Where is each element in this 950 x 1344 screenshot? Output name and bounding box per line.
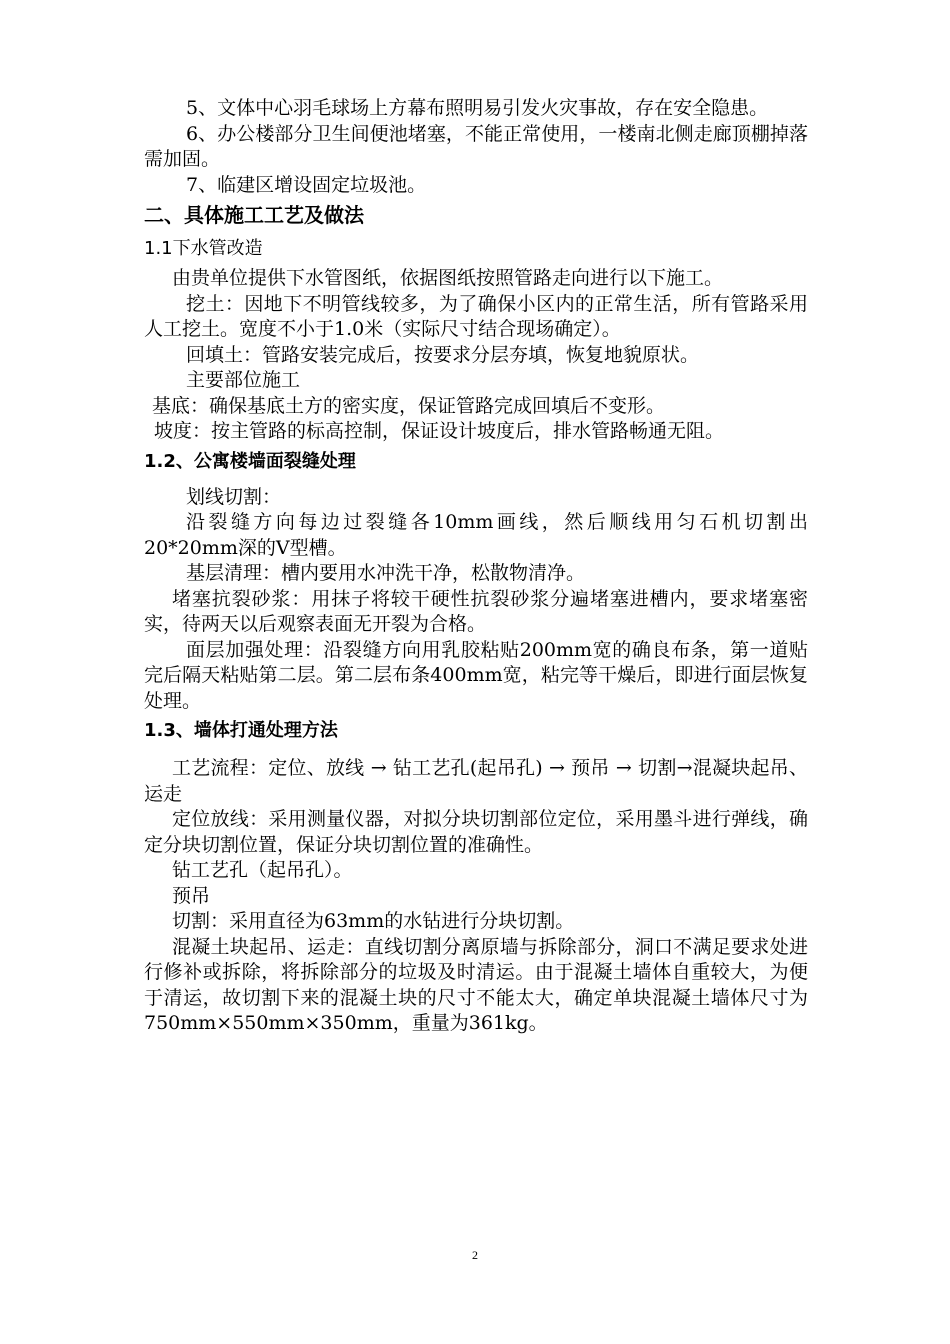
position-paragraph: 定位放线：采用测量仪器，对拟分块切割部位定位，采用墨斗进行弹线，确定分块切割位置，保证分块切割位置的准确性。 <box>144 808 808 856</box>
subsection-heading-1-2: 1.2、公寓楼墙面裂缝处理 <box>144 450 356 472</box>
flow-paragraph: 工艺流程：定位、放线 → 钻工艺孔(起吊孔) → 预吊 → 切割→混凝块起吊、运走 <box>144 757 808 805</box>
section-heading-2: 二、具体施工工艺及做法 <box>144 203 364 227</box>
cut-paragraph: 沿裂缝方向每边过裂缝各10mm画线，然后顺线用匀石机切割出20*20mm深的V型槽。 <box>144 511 808 559</box>
subsection-heading-1-1: 1.1下水管改造 <box>144 238 263 259</box>
item-7: 7、临建区增设固定垃圾池。 <box>186 173 427 196</box>
slope-paragraph: 坡度：按主管路的标高控制，保证设计坡度后，排水管路畅通无阻。 <box>154 420 725 442</box>
intro-paragraph: 由贵单位提供下水管图纸，依据图纸按照管路走向进行以下施工。 <box>172 267 724 289</box>
base-paragraph: 基底：确保基底土方的密实度，保证管路完成回填后不变形。 <box>152 394 666 417</box>
lift-paragraph: 混凝土块起吊、运走：直线切割分离原墙与拆除部分，洞口不满足要求处进行修补或拆除，将拆除部分的垃圾及时清运。由于混凝土墙体自重较大，为便于清运，故切割下来的混凝土块的尺寸不能太大，确定单块混凝土墙体尺寸为750mm×550mm×350mm，重量为361kg。 <box>144 935 808 1034</box>
item-5: 5、文体中心羽毛球场上方幕布照明易引发火灾事故，存在安全隐患。 <box>186 97 769 119</box>
cutting-paragraph: 切割：采用直径为63mm的水钻进行分块切割。 <box>172 910 575 932</box>
dig-paragraph: 挖土：因地下不明管线较多，为了确保小区内的正常生活，所有管路采用人工挖土。宽度不小于1.0米（实际尺寸结合现场确定）。 <box>144 292 808 340</box>
page-number: 2 <box>472 1248 478 1262</box>
backfill-paragraph: 回填土：管路安装完成后，按要求分层夯填，恢复地貌原状。 <box>186 343 700 366</box>
clean-paragraph: 基层清理：槽内要用水冲洗干净，松散物清净。 <box>186 562 586 584</box>
drill-paragraph: 钻工艺孔（起吊孔）。 <box>172 859 353 881</box>
plug-paragraph: 堵塞抗裂砂浆：用抹子将较干硬性抗裂砂浆分遍堵塞进槽内，要求堵塞密实，待两天以后观察表面无开裂为合格。 <box>144 587 808 635</box>
item-6: 6、办公楼部分卫生间便池堵塞，不能正常使用，一楼南北侧走廊顶棚掉落需加固。 <box>144 122 808 170</box>
main-parts-paragraph: 主要部位施工 <box>186 369 301 391</box>
document-body <box>144 96 808 1037</box>
line-cut-paragraph: 划线切割： <box>186 485 282 508</box>
subsection-heading-1-3: 1.3、墙体打通处理方法 <box>144 720 338 741</box>
surface-paragraph: 面层加强处理：沿裂缝方向用乳胶粘贴200mm宽的确良布条，第一道贴完后隔天粘贴第二层。第二层布条400mm宽，粘完等干燥后，即进行面层恢复处理。 <box>144 638 808 712</box>
prelift-paragraph: 预吊 <box>172 884 211 907</box>
